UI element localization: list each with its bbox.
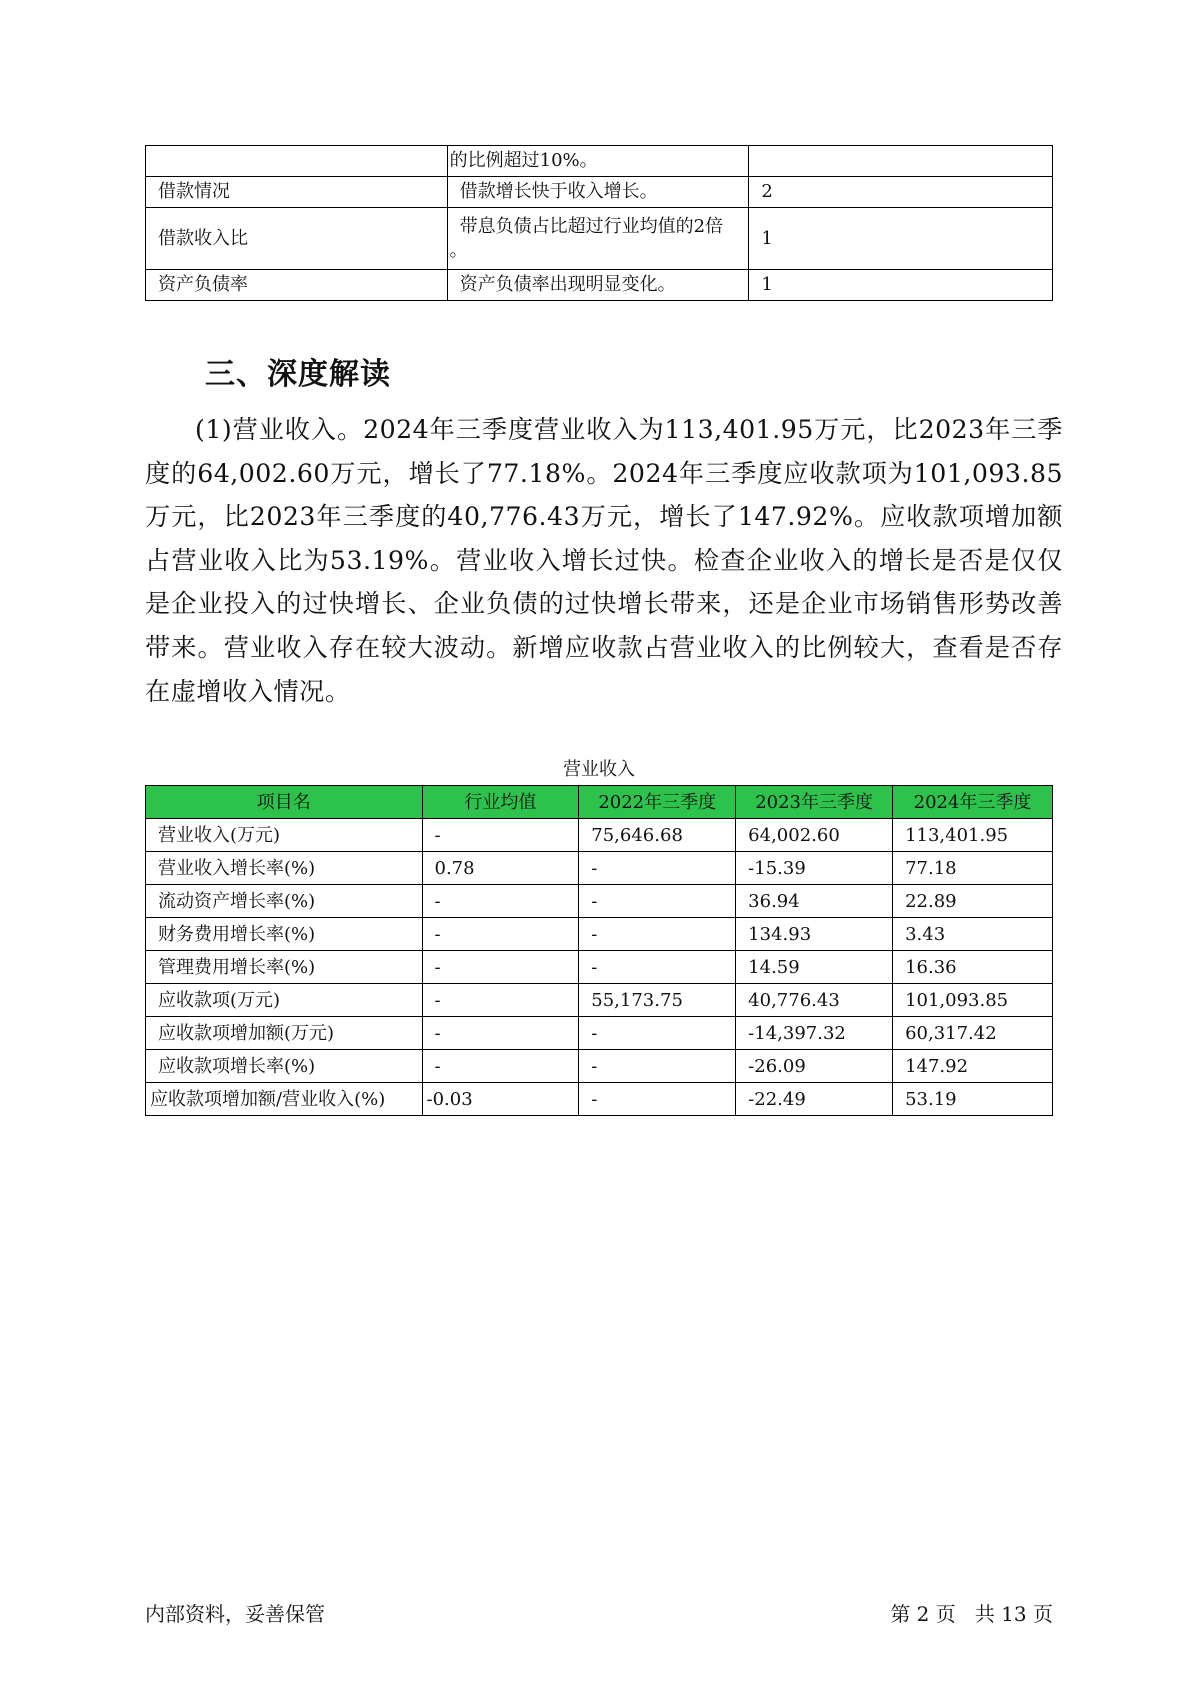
table-cell: - — [422, 885, 579, 918]
indicator-desc-line: 带息负债占比超过行业均值的2倍 — [459, 215, 724, 237]
indicator-desc: 借款增长快于收入增长。 — [447, 177, 749, 208]
table-cell: 财务费用增长率(%) — [146, 918, 423, 951]
table-cell: - — [579, 1050, 736, 1083]
table-cell: 64,002.60 — [736, 819, 893, 852]
column-header: 行业均值 — [422, 786, 579, 819]
table-cell: 101,093.85 — [893, 984, 1053, 1017]
revenue-table — [145, 785, 1053, 1116]
table-cell: -0.03 — [422, 1083, 579, 1116]
table-cell: - — [422, 1050, 579, 1083]
table-cell: 流动资产增长率(%) — [146, 885, 423, 918]
column-header: 项目名 — [146, 786, 423, 819]
table-caption: 营业收入 — [563, 759, 635, 780]
table-row — [146, 1050, 1053, 1083]
table-cell: 营业收入(万元) — [146, 819, 423, 852]
table-cell: 应收款项(万元) — [146, 984, 423, 1017]
indicator-value: 2 — [749, 177, 1053, 208]
table-cell: - — [579, 1017, 736, 1050]
table-cell: 3.43 — [893, 918, 1053, 951]
table-cell: 55,173.75 — [579, 984, 736, 1017]
table-row — [146, 885, 1053, 918]
table-cell: - — [422, 918, 579, 951]
footer-confidential-note: 内部资料，妥善保管 — [145, 1602, 325, 1626]
table-row — [146, 984, 1053, 1017]
table-cell: -15.39 — [736, 852, 893, 885]
table-cell: 0.78 — [422, 852, 579, 885]
column-header: 2024年三季度 — [893, 786, 1053, 819]
footer-page-number: 第 2 页 共 13 页 — [890, 1602, 1053, 1626]
table-row — [146, 146, 1053, 177]
indicator-value: 1 — [749, 270, 1053, 301]
indicator-desc: 资产负债率出现明显变化。 — [447, 270, 749, 301]
table-row — [146, 1083, 1053, 1116]
indicator-name: 借款收入比 — [146, 208, 448, 270]
table-row — [146, 208, 1053, 270]
table-cell: - — [579, 852, 736, 885]
table-cell: 管理费用增长率(%) — [146, 951, 423, 984]
indicator-name: 资产负债率 — [146, 270, 448, 301]
table-cell: 应收款项增加额(万元) — [146, 1017, 423, 1050]
table-header-row — [146, 786, 1053, 819]
table-cell: - — [422, 984, 579, 1017]
indicator-table — [145, 145, 1053, 301]
table-cell: 应收款项增长率(%) — [146, 1050, 423, 1083]
table-row — [146, 819, 1053, 852]
table-cell: - — [579, 951, 736, 984]
table-cell: 53.19 — [893, 1083, 1053, 1116]
table-cell: 75,646.68 — [579, 819, 736, 852]
table-cell: - — [579, 918, 736, 951]
table-cell: - — [422, 951, 579, 984]
table-cell: -14,397.32 — [736, 1017, 893, 1050]
table-cell: - — [579, 1083, 736, 1116]
table-cell: 应收款项增加额/营业收入(%) — [146, 1083, 423, 1116]
table-cell: - — [579, 885, 736, 918]
table-cell: - — [422, 819, 579, 852]
table-cell: 60,317.42 — [893, 1017, 1053, 1050]
table-row — [146, 270, 1053, 301]
table-row — [146, 852, 1053, 885]
table-cell: 16.36 — [893, 951, 1053, 984]
table-cell: 77.18 — [893, 852, 1053, 885]
table-cell: 22.89 — [893, 885, 1053, 918]
table-cell: -26.09 — [736, 1050, 893, 1083]
table-row — [146, 1017, 1053, 1050]
table-row — [146, 951, 1053, 984]
table-cell: 36.94 — [736, 885, 893, 918]
indicator-name: 借款情况 — [146, 177, 448, 208]
table-cell: 134.93 — [736, 918, 893, 951]
column-header: 2023年三季度 — [736, 786, 893, 819]
column-header: 2022年三季度 — [579, 786, 736, 819]
table-row — [146, 177, 1053, 208]
indicator-name — [146, 146, 448, 177]
table-cell: 营业收入增长率(%) — [146, 852, 423, 885]
indicator-value: 1 — [749, 208, 1053, 270]
table-cell: 40,776.43 — [736, 984, 893, 1017]
table-cell: -22.49 — [736, 1083, 893, 1116]
indicator-desc — [447, 208, 749, 270]
table-cell: - — [422, 1017, 579, 1050]
section-heading: 三、深度解读 — [205, 357, 391, 392]
indicator-desc: 的比例超过10%。 — [447, 146, 749, 177]
table-row — [146, 918, 1053, 951]
table-cell: 147.92 — [893, 1050, 1053, 1083]
indicator-desc-line: 。 — [449, 239, 468, 261]
indicator-value — [749, 146, 1053, 177]
table-cell: 113,401.95 — [893, 819, 1053, 852]
analysis-paragraph: (1)营业收入。2024年三季度营业收入为113,401.95万元，比2023年三季度的64,002.60万元，增长了77.18%。2024年三季度应收款项为101,093.85万元，比2023年三季度的40,776.43万元，增长了147.92%。应收款项增加额占营业收入比为53.19%。营业收入增长过快。检查企业收入的增长是否是仅仅是企业投入的过快增长、企业负债的过快增长带来，还是企业市场销售形势改善带来。营业收入存在较大波动。新增应收款占营业收入的比例较大，查看是否存在虚增收入情况。 — [145, 415, 1063, 706]
table-cell: 14.59 — [736, 951, 893, 984]
